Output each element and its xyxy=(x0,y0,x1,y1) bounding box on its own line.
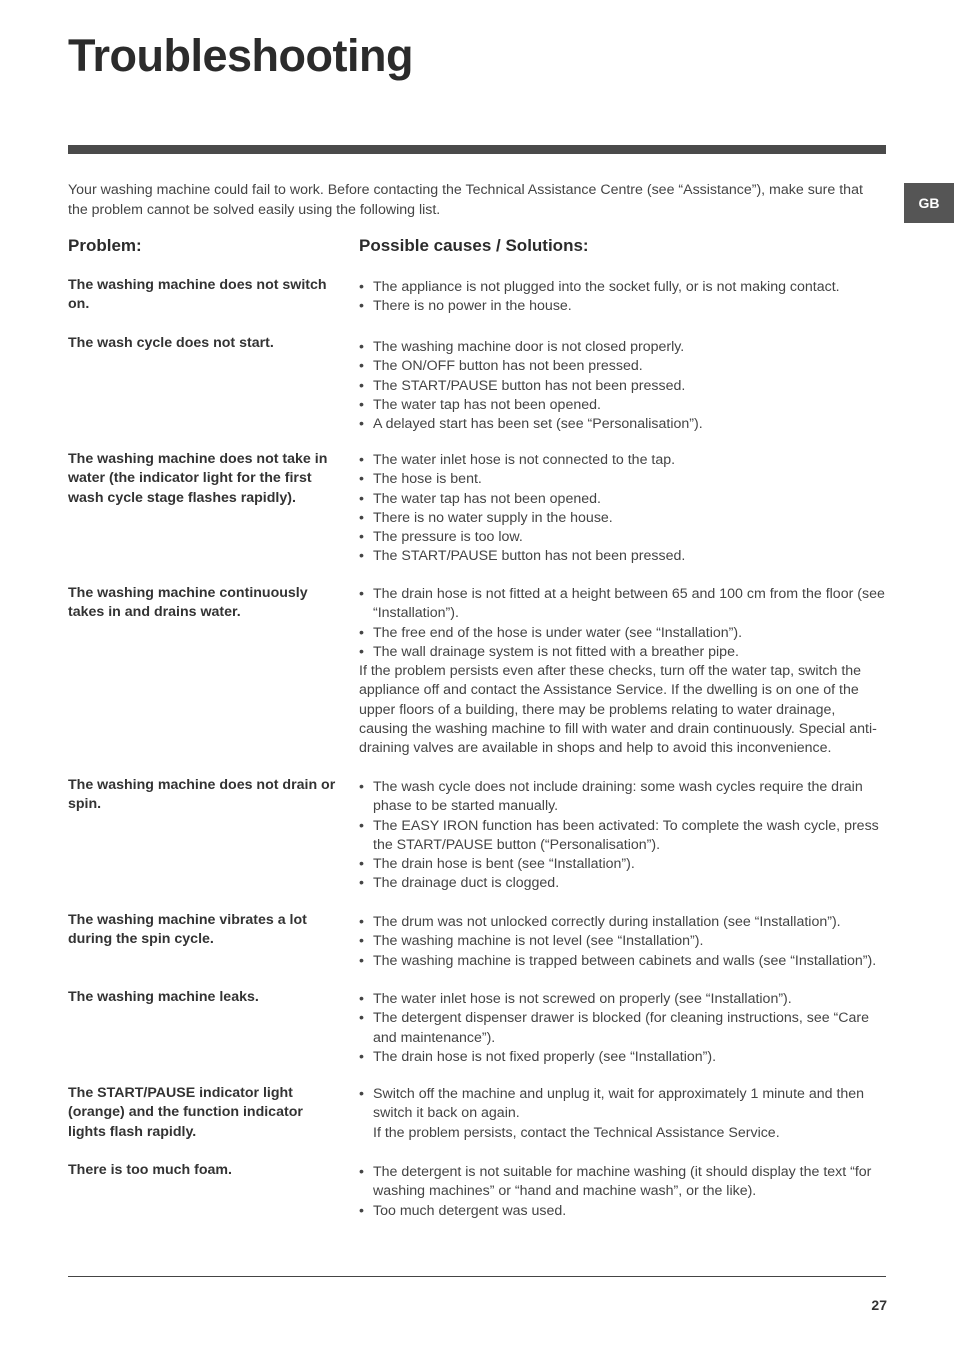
solution-item: • The water inlet hose is not screwed on properly (see “Installation”). xyxy=(359,990,886,1009)
solution-list xyxy=(359,990,886,1067)
solution-list xyxy=(359,913,886,971)
intro-paragraph xyxy=(68,180,883,220)
solution-item: • The washing machine is not level (see “Installation”). xyxy=(359,932,886,951)
bullet-icon: • xyxy=(359,509,364,526)
solution-item: • The ON/OFF button has not been pressed. xyxy=(359,357,886,376)
solution-list xyxy=(359,1085,886,1143)
bullet-icon: • xyxy=(359,624,364,641)
page-number: 27 xyxy=(871,1297,887,1313)
problem-text: The washing machine leaks. xyxy=(68,989,259,1005)
bullet-icon: • xyxy=(359,914,364,930)
bullet-icon: • xyxy=(359,339,364,355)
solution-list xyxy=(359,451,886,567)
bullet-icon: • xyxy=(359,548,364,565)
bullet-icon: • xyxy=(359,1202,364,1219)
solution-item: • A delayed start has been set (see “Personalisation”). xyxy=(359,415,886,434)
solutions-column-header: Possible causes / Solutions: xyxy=(359,236,589,255)
problem-column-header: Problem: xyxy=(68,236,142,255)
solution-item: • The drain hose is not fixed properly (see “Installation”). xyxy=(359,1048,886,1067)
solution-item: • There is no power in the house. xyxy=(359,297,886,316)
footer-divider xyxy=(68,1276,886,1277)
solution-list xyxy=(359,278,886,317)
solution-note: If the problem persists even after these checks, turn off the water tap, switch the appliance off and contact the Assistance Service. If the dwelling is on one of the upper floors of a building, there may be problems relating to water drainage, causing the washing machine to fill with water and drain continuously. Special anti-draining valves are available in shops and help to avoid this inconvenience. xyxy=(359,663,877,757)
solution-item: • The appliance is not plugged into the socket fully, or is not making contact. xyxy=(359,278,886,297)
bullet-icon: • xyxy=(359,416,364,433)
bullet-icon: • xyxy=(359,1086,364,1102)
solution-item: • The pressure is too low. xyxy=(359,528,886,547)
title-divider xyxy=(68,145,886,154)
bullet-icon: • xyxy=(359,1164,364,1180)
solution-item: • The drum was not unlocked correctly during installation (see “Installation”). xyxy=(359,913,886,932)
solution-item: • The water tap has not been opened. xyxy=(359,490,886,509)
solution-item: • There is no water supply in the house. xyxy=(359,509,886,528)
problem-text: The washing machine does not take in water (the indicator light for the first wash cycle stage flashes rapidly). xyxy=(68,451,328,506)
solution-list xyxy=(359,1163,886,1221)
solution-item: • The detergent is not suitable for machine washing (it should display the text “for washing machines” or “hand and machine wash”, or the like). xyxy=(359,1164,872,1200)
bullet-icon: • xyxy=(359,529,364,546)
bullet-icon: • xyxy=(359,358,364,375)
bullet-icon: • xyxy=(359,396,364,413)
solution-item: • The wall drainage system is not fitted with a breather pipe. xyxy=(359,643,886,662)
solution-item: • The washing machine is trapped between cabinets and walls (see “Installation”). xyxy=(359,952,886,971)
bullet-icon: • xyxy=(359,875,364,892)
problem-text: The washing machine vibrates a lot during the spin cycle. xyxy=(68,912,307,948)
solution-item: • The START/PAUSE button has not been pressed. xyxy=(359,547,886,566)
bullet-icon: • xyxy=(359,279,364,295)
bullet-icon: • xyxy=(359,817,364,834)
bullet-icon: • xyxy=(359,933,364,950)
bullet-icon: • xyxy=(359,856,364,873)
problem-text: The START/PAUSE indicator light (orange) and the function indicator lights flash rapidly. xyxy=(68,1085,303,1140)
bullet-icon: • xyxy=(359,1010,364,1027)
solution-list xyxy=(359,585,886,759)
page-title: Troubleshooting xyxy=(68,30,413,81)
bullet-icon: • xyxy=(359,991,364,1007)
problem-text: There is too much foam. xyxy=(68,1162,232,1178)
bullet-icon: • xyxy=(359,1048,364,1065)
bullet-icon: • xyxy=(359,471,364,488)
solution-item: • The drain hose is not fitted at a height between 65 and 100 cm from the floor (see “Installation”). xyxy=(359,586,885,622)
solution-list xyxy=(359,778,886,894)
solution-item: • The drainage duct is clogged. xyxy=(359,874,886,893)
solution-item: • The detergent dispenser drawer is blocked (for cleaning instructions, see “Care and maintenance”). xyxy=(359,1010,870,1046)
intro-text: Your washing machine could fail to work. Before contacting the Technical Assistance Centre (see “Assistance”), make sure that the problem cannot be solved easily using the following list. xyxy=(68,182,863,218)
solution-item: • The hose is bent. xyxy=(359,470,886,489)
solution-list xyxy=(359,338,886,434)
bullet-icon: • xyxy=(359,952,364,969)
problem-text: The wash cycle does not start. xyxy=(68,335,274,351)
bullet-icon: • xyxy=(359,298,364,315)
bullet-icon: • xyxy=(359,779,364,795)
bullet-icon: • xyxy=(359,643,364,660)
problem-text: The washing machine does not switch on. xyxy=(68,277,327,313)
language-tab: GB xyxy=(904,183,954,223)
bullet-icon: • xyxy=(359,586,364,602)
solution-item: • The wash cycle does not include draining: some wash cycles require the drain phase to be started manually. xyxy=(359,779,863,815)
solution-item: • The free end of the hose is under water (see “Installation”). xyxy=(359,624,886,643)
problem-text: The washing machine does not drain or spin. xyxy=(68,777,336,813)
bullet-icon: • xyxy=(359,377,364,394)
solution-item: • Too much detergent was used. xyxy=(359,1202,886,1221)
solution-item: • Switch off the machine and unplug it, wait for approximately 1 minute and then switch it back on again. xyxy=(359,1086,865,1122)
solution-note: If the problem persists, contact the Technical Assistance Service. xyxy=(373,1124,780,1141)
solution-item: • The washing machine door is not closed properly. xyxy=(359,338,886,357)
solution-item: • The water inlet hose is not connected to the tap. xyxy=(359,451,886,470)
solution-item: • The EASY IRON function has been activated: To complete the wash cycle, press the START/PAUSE button (“Personalisation”). xyxy=(359,817,879,853)
solution-item: • The water tap has not been opened. xyxy=(359,396,886,415)
bullet-icon: • xyxy=(359,452,364,468)
problem-text: The washing machine continuously takes in and drains water. xyxy=(68,585,308,621)
bullet-icon: • xyxy=(359,490,364,507)
solution-item: • The START/PAUSE button has not been pressed. xyxy=(359,377,886,396)
solution-item: • The drain hose is bent (see “Installation”). xyxy=(359,855,886,874)
